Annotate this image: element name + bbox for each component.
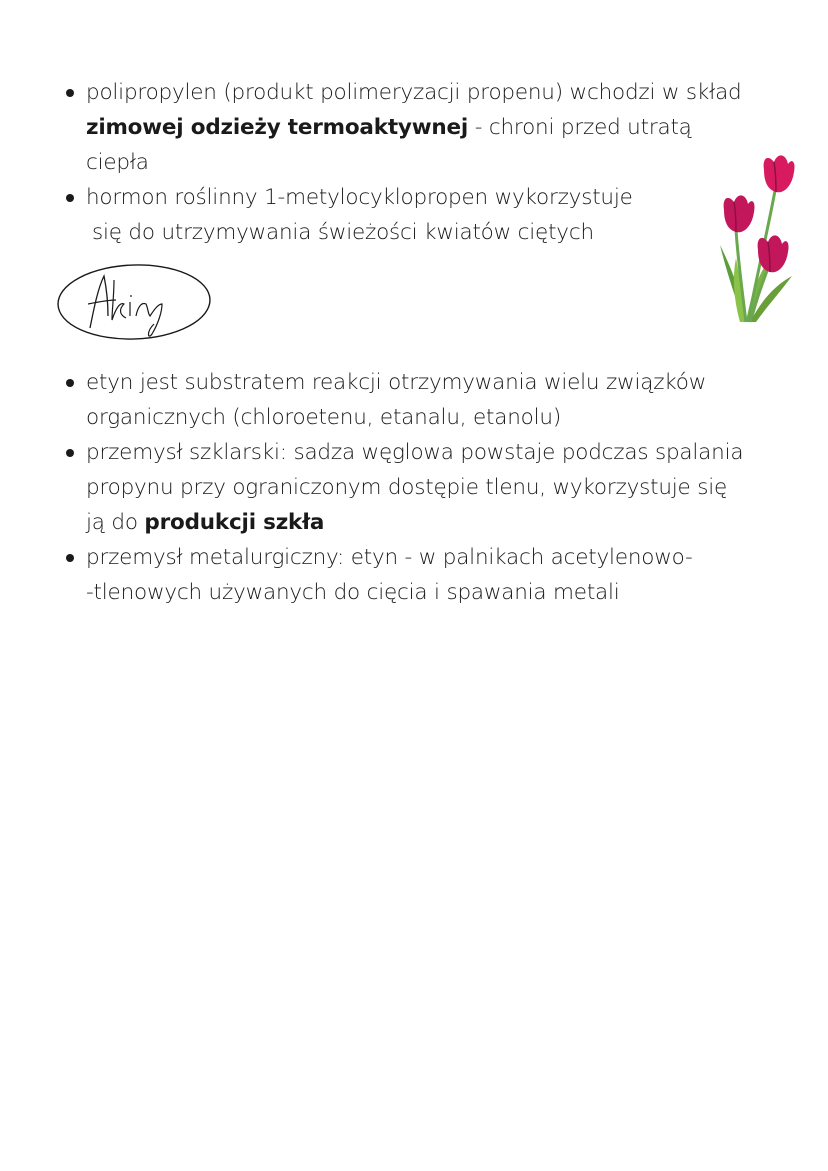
bullet-icon xyxy=(66,194,74,202)
item-line-1: hormon roślinny 1-metylocyklopropen wykorzystuje xyxy=(86,185,633,210)
bullet-icon xyxy=(66,449,74,457)
item-text: polipropylen (produkt polimeryzacji propenu) wchodzi w skład xyxy=(86,80,742,105)
bullet-icon xyxy=(66,89,74,97)
item-text: etyn jest substratem reakcji otrzymywania wielu związków organicznych (chloroetenu, etanalu, etanolu) xyxy=(86,370,707,430)
list-item xyxy=(64,75,744,180)
item-line-2: się do utrzymywania świeżości kwiatów ciętych xyxy=(92,220,594,245)
bullet-list-section1 xyxy=(64,75,744,250)
item-bold-text: produkcji szkła xyxy=(144,510,325,535)
tulip-flower-icon xyxy=(758,235,789,272)
item-text: przemysł szklarski: sadza węglowa powstaje podczas spalania propynu przy ograniczonym dostępie tlenu, wykorzystuje się ją do xyxy=(86,440,744,535)
list-item xyxy=(64,435,744,540)
bullet-list-section2 xyxy=(64,365,744,610)
list-item xyxy=(64,540,744,610)
list-item xyxy=(64,365,744,435)
bullet-icon xyxy=(66,554,74,562)
tulips-illustration xyxy=(700,150,805,325)
tulip-flower-icon xyxy=(724,195,755,232)
list-item xyxy=(64,180,744,250)
item-text-tail: - chroni przed utratą ciepła xyxy=(86,115,692,175)
item-bold-text: zimowej odzieży termoaktywnej xyxy=(86,115,469,140)
item-line-2: -tlenowych używanych do cięcia i spawania metali xyxy=(86,580,620,605)
item-line-1: przemysł metalurgiczny: etyn - w palnikach acetylenowo- xyxy=(86,545,693,570)
alkiny-signature-emblem xyxy=(54,258,214,344)
tulip-flower-icon xyxy=(764,155,795,192)
bullet-icon xyxy=(66,379,74,387)
